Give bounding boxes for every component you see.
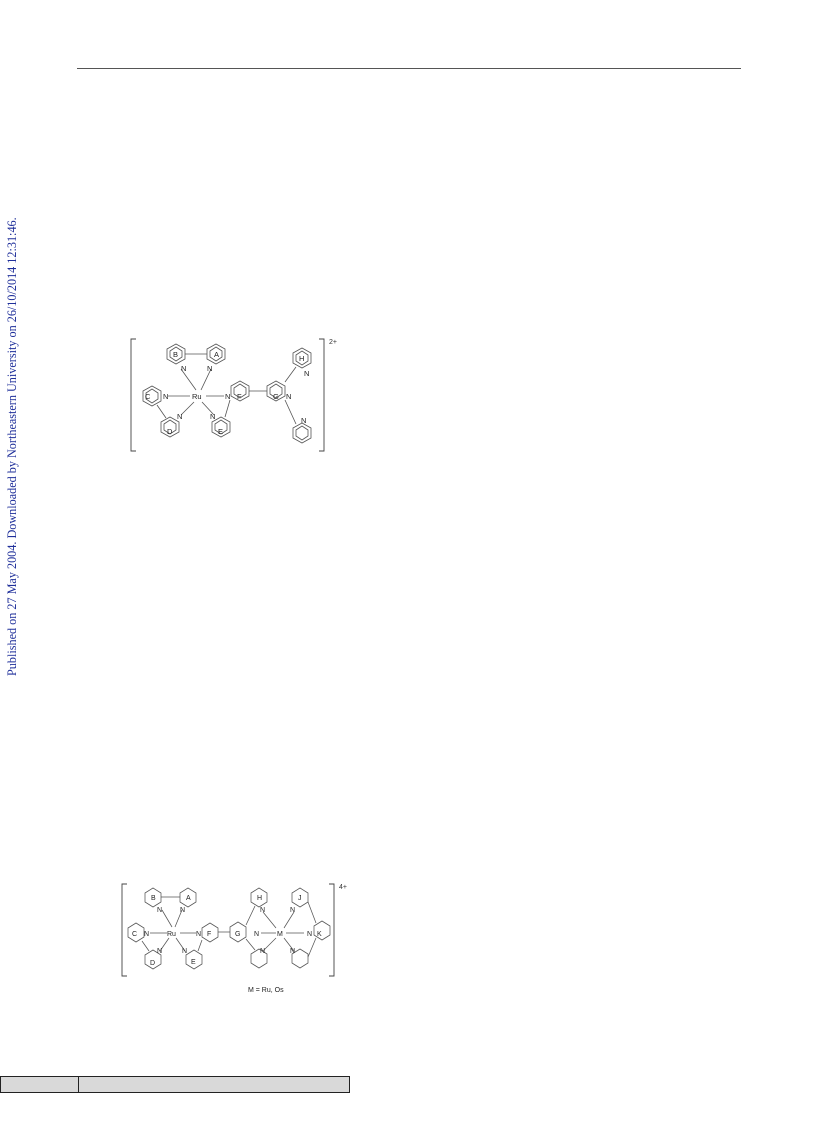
ring-label-F: F: [207, 931, 212, 938]
nitrogen-label: N: [290, 907, 296, 914]
ring-label-F: F: [237, 392, 242, 401]
ring-label-K: K: [317, 931, 322, 938]
nitrogen-label: N: [210, 412, 216, 421]
atom-labels: [132, 895, 322, 967]
ring-label-G: G: [273, 392, 279, 401]
nitrogen-label: N: [301, 416, 307, 425]
structure-figure-1: [126, 335, 356, 455]
nitrogen-label: N: [144, 931, 150, 938]
footer-bar: [0, 1076, 350, 1093]
ring-label-H: H: [257, 895, 263, 902]
ring-label-D: D: [167, 427, 173, 436]
nitrogen-label: N: [286, 392, 292, 401]
footer-cell: [1, 1077, 79, 1092]
metal-label-ru: Ru: [167, 931, 176, 938]
nitrogen-label: N: [157, 948, 163, 955]
charge-label: 4+: [339, 884, 347, 891]
nitrogen-label: N: [177, 412, 183, 421]
nitrogen-label: N: [307, 931, 313, 938]
ring-label-J: J: [298, 895, 302, 902]
nitrogen-label: N: [290, 948, 296, 955]
figure-caption: M = Ru, Os: [248, 987, 284, 994]
bracket-right: [319, 339, 324, 451]
ring-label-C: C: [145, 392, 151, 401]
nitrogen-label: N: [163, 392, 169, 401]
ring-label-C: C: [132, 931, 138, 938]
ring-label-A: A: [186, 895, 191, 902]
nitrogen-label: N: [182, 948, 188, 955]
nitrogen-label: N: [181, 364, 187, 373]
ring-label-E: E: [191, 959, 196, 966]
charge-label: 2+: [329, 339, 337, 346]
nitrogen-label: N: [260, 907, 266, 914]
nitrogen-label: N: [196, 931, 202, 938]
nitrogen-label: N: [207, 364, 213, 373]
structure-figure-2: [118, 880, 358, 1000]
ring-label-A: A: [214, 350, 220, 359]
ring-label-B: B: [151, 895, 156, 902]
bracket-left: [131, 339, 136, 451]
nitrogen-label: N: [260, 948, 266, 955]
nitrogen-label: N: [157, 907, 163, 914]
ring-label-D: D: [150, 960, 156, 967]
nitrogen-label: N: [225, 392, 231, 401]
metal-label-m: M: [277, 931, 283, 938]
ring-label-H: H: [299, 354, 305, 363]
ring-label-G: G: [235, 931, 241, 938]
nitrogen-label: N: [304, 369, 310, 378]
ring-label-E: E: [218, 427, 224, 436]
ring-label-B: B: [173, 350, 179, 359]
metal-label: Ru: [192, 392, 202, 401]
publication-sidebar-note[interactable]: Published on 27 May 2004. Downloaded by Northeastern University on 26/10/2014 12:31:46.: [5, 217, 19, 676]
header-rule: [77, 68, 741, 69]
nitrogen-label: N: [254, 931, 260, 938]
nitrogen-label: N: [180, 907, 186, 914]
